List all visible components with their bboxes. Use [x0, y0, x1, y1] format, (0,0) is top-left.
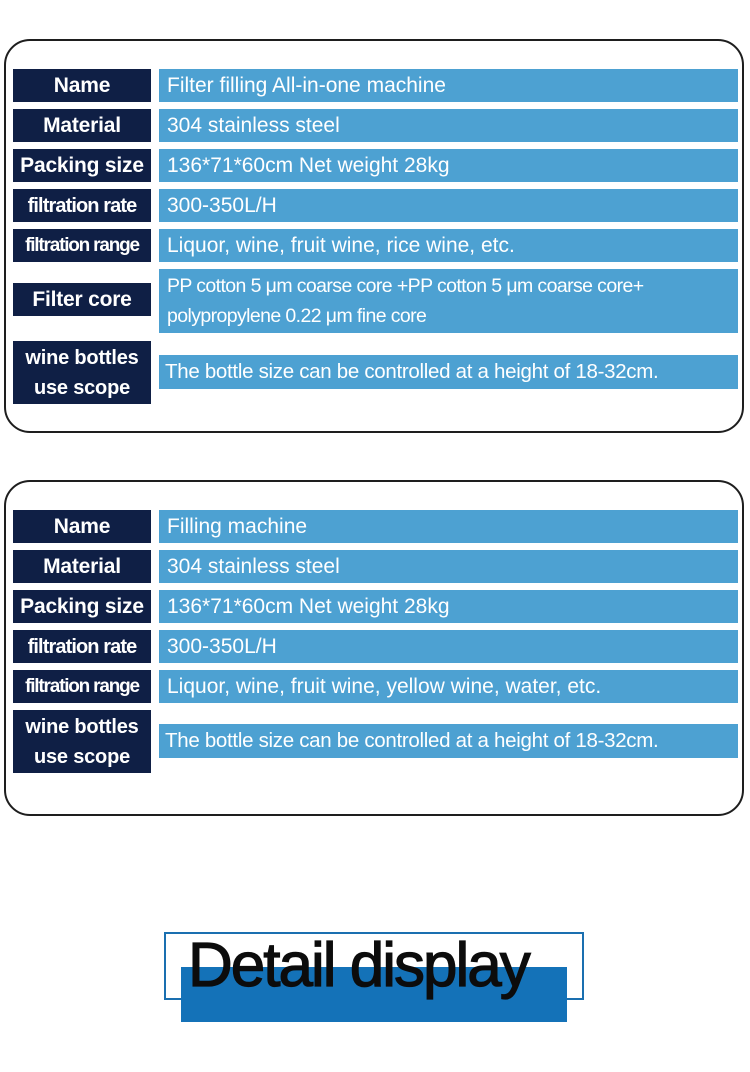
- spec-label: Material: [13, 550, 151, 583]
- spec-label: filtration range: [13, 670, 151, 703]
- spec-label: filtration rate: [13, 630, 151, 663]
- spec-value: 300-350L/H: [159, 630, 738, 663]
- spec-value: The bottle size can be controlled at a height of 18-32cm.: [159, 724, 738, 758]
- spec-label: filtration rate: [13, 189, 151, 222]
- spec-value: Liquor, wine, fruit wine, yellow wine, water, etc.: [159, 670, 738, 703]
- detail-display-heading: [164, 932, 584, 1024]
- spec-label: Packing size: [13, 590, 151, 623]
- spec-value: 300-350L/H: [159, 189, 738, 222]
- spec-label: Packing size: [13, 149, 151, 182]
- spec-label: wine bottles use scope: [13, 710, 151, 773]
- spec-value: Filter filling All-in-one machine: [159, 69, 738, 102]
- spec-value: Filling machine: [159, 510, 738, 543]
- spec-table-1: [4, 39, 744, 433]
- spec-label: filtration range: [13, 229, 151, 262]
- spec-value: Liquor, wine, fruit wine, rice wine, etc.: [159, 229, 738, 262]
- spec-value: The bottle size can be controlled at a height of 18-32cm.: [159, 355, 738, 389]
- spec-label: Name: [13, 510, 151, 543]
- spec-value: 304 stainless steel: [159, 109, 738, 142]
- spec-table-2: [4, 480, 744, 816]
- spec-label: wine bottles use scope: [13, 341, 151, 404]
- spec-label: Name: [13, 69, 151, 102]
- spec-label: Filter core: [13, 283, 151, 316]
- spec-value: 304 stainless steel: [159, 550, 738, 583]
- section-title: Detail display: [188, 931, 529, 1000]
- spec-value: PP cotton 5 μm coarse core +PP cotton 5 μm coarse core+ polypropylene 0.22 μm fine core: [159, 269, 738, 333]
- spec-value: 136*71*60cm Net weight 28kg: [159, 590, 738, 623]
- spec-value: 136*71*60cm Net weight 28kg: [159, 149, 738, 182]
- spec-label: Material: [13, 109, 151, 142]
